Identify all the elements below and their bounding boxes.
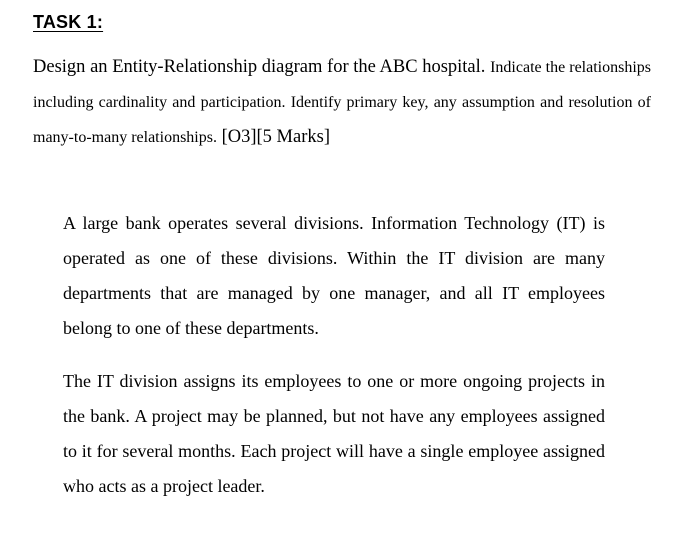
scenario-paragraph-2: The IT division assigns its employees to one or more ongoing projects in the bank. A project may be planned, but not have any employees assigned to it for several months. Each project will have a single employee assigned who acts as a project leader. — [63, 371, 605, 496]
task-instructions — [33, 50, 651, 155]
task-heading: TASK 1: — [33, 12, 104, 32]
task-marks: [O3][5 Marks] — [221, 127, 330, 147]
task-instruction-details: Indicate the relationships including cardinality and participation. Identify primary key, any assumption and resolution of many-to-many relationships. — [33, 59, 652, 146]
task-instruction-main: Design an Entity-Relationship diagram for the ABC hospital. — [33, 57, 486, 77]
scenario-paragraph-1: A large bank operates several divisions. Information Technology (IT) is operated as one of these divisions. Within the IT division are many departments that are managed by one manager, and all IT employees belong to one of these departments. — [63, 213, 605, 338]
